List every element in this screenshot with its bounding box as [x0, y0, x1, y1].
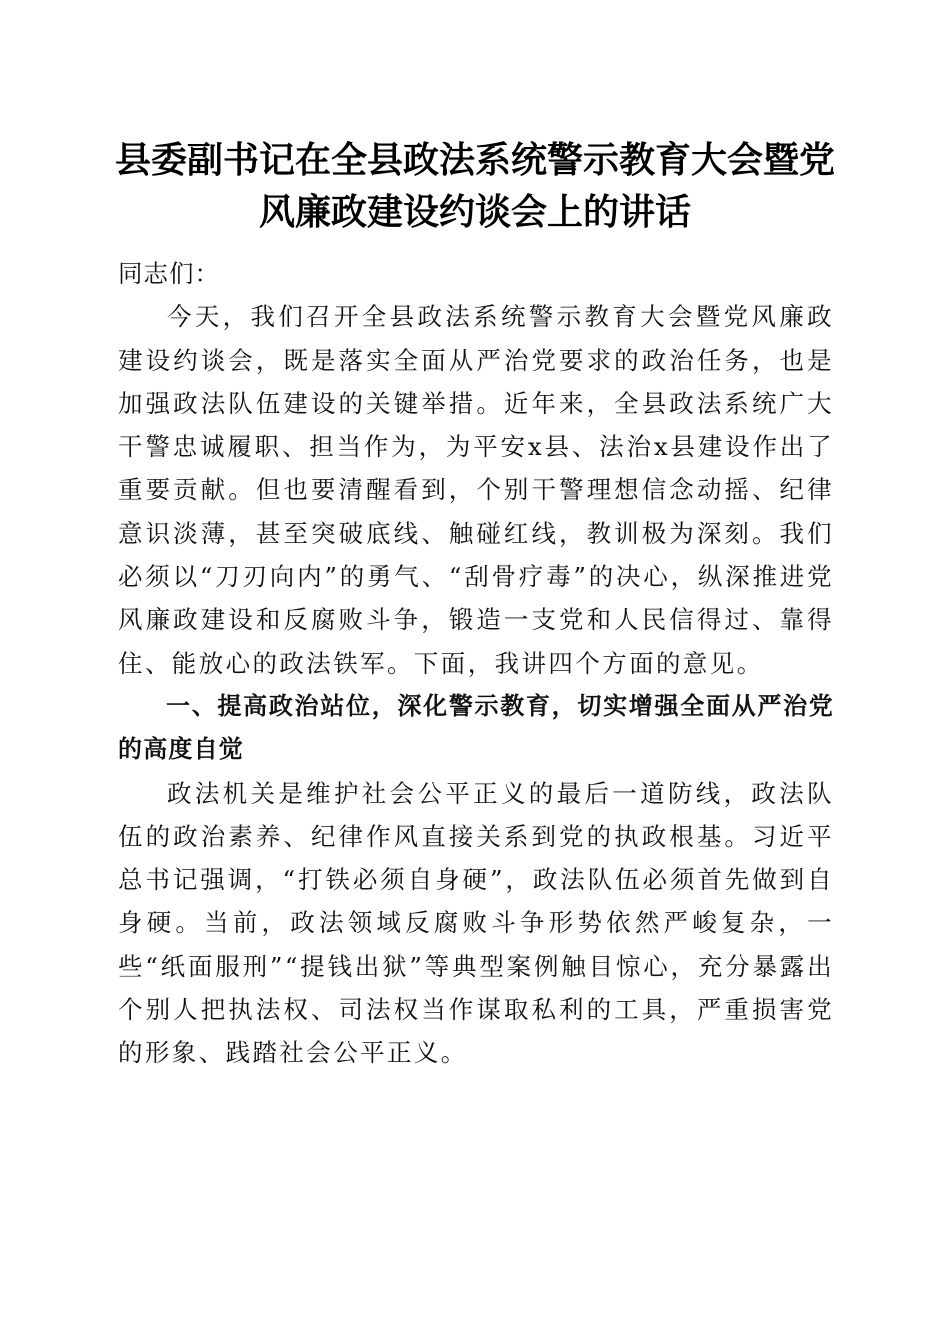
title-line-1: 县委副书记在全县政法系统警示教育大会暨党: [114, 139, 835, 181]
document-title: [100, 134, 850, 238]
section-1-paragraph: 政法机关是维护社会公平正义的最后一道防线，政法队伍的政治素养、纪律作风直接关系到党的执政根基。习近平总书记强调，“打铁必须自身硬”，政法队伍必须首先做到自身硬。当前，政法领域反腐败斗争形势依然严峻复杂，一些“纸面服刑”“提钱出狱”等典型案例触目惊心，充分暴露出个别人把执法权、司法权当作谋取私利的工具，严重损害党的形象、践踏社会公平正义。: [118, 778, 834, 1068]
section-1-heading: 一、提高政治站位，深化警示教育，切实增强全面从严治党的高度自觉: [118, 691, 834, 764]
title-line-2: 风廉政建设约谈会上的讲话: [258, 191, 691, 233]
salutation: 同志们：: [118, 259, 220, 288]
document-body: [118, 252, 834, 1075]
intro-paragraph: 今天，我们召开全县政法系统警示教育大会暨党风廉政建设约谈会，既是落实全面从严治党要求的政治任务，也是加强政法队伍建设的关键举措。近年来，全县政法系统广大干警忠诚履职、担当作为，为平安x县、法治x县建设作出了重要贡献。但也要清醒看到，个别干警理想信念动摇、纪律意识淡薄，甚至突破底线、触碰红线，教训极为深刻。我们必须以“刀刃向内”的勇气、“刮骨疗毒”的决心，纵深推进党风廉政建设和反腐败斗争，锻造一支党和人民信得过、靠得住、能放心的政法铁军。下面，我讲四个方面的意见。: [118, 302, 834, 678]
